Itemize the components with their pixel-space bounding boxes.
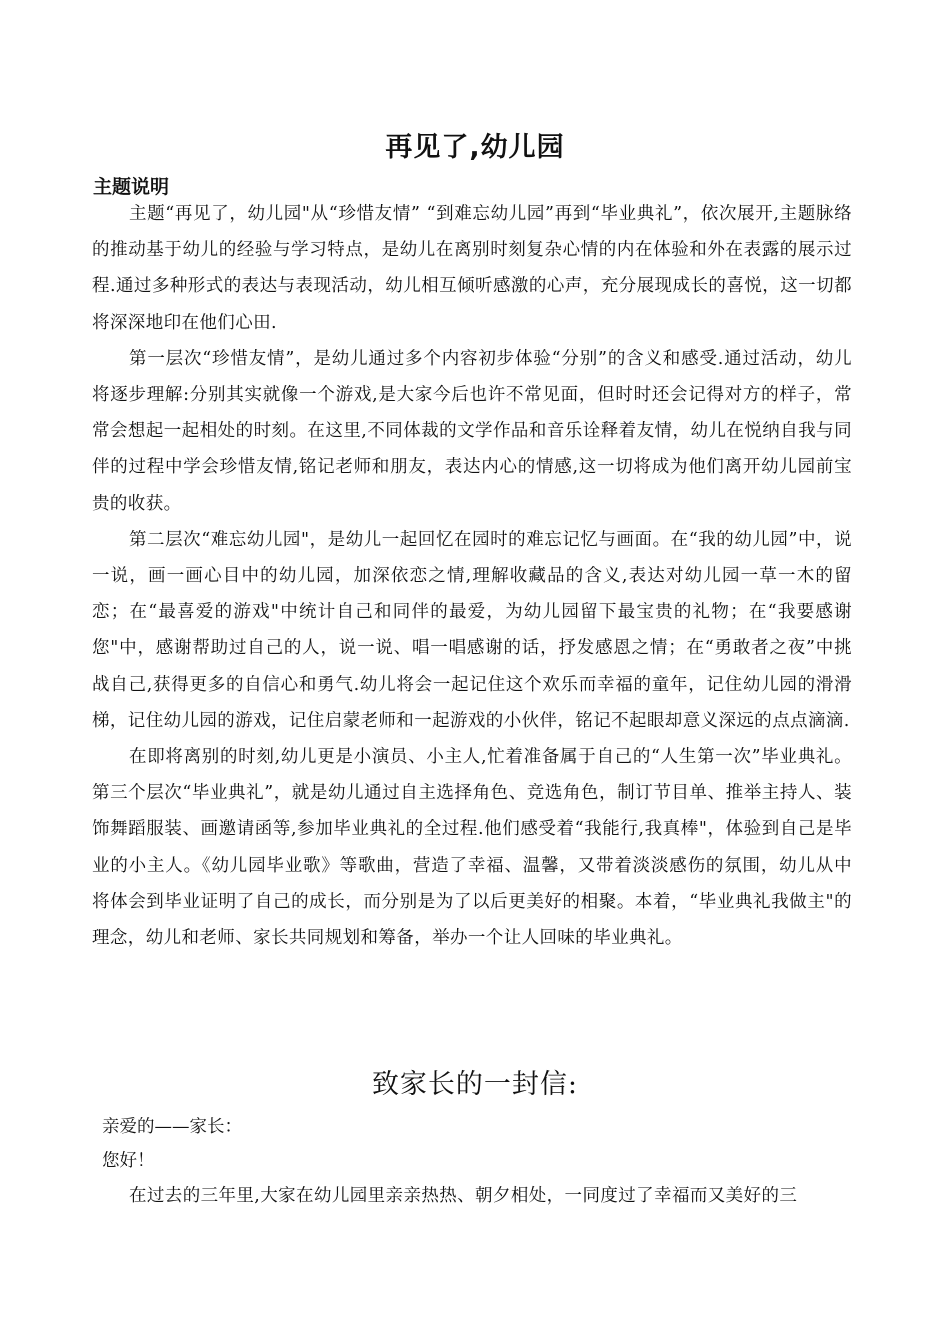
letter-salutation: 亲爱的——家长： bbox=[102, 1117, 242, 1137]
letter-title: 致家长的一封信: bbox=[371, 1069, 579, 1100]
theme-description-body bbox=[92, 196, 852, 956]
paragraph-intro: 主题“再见了，幼儿园"从“珍惜友情” “到难忘幼儿园”再到“毕业典礼”，依次展开,主题脉络的推动基于幼儿的经验与学习特点，是幼儿在离别时刻复杂心情的内在体验和外在表露的展示过程.通过多种形式的表达与表现活动，幼儿相互倾听感激的心声，充分展现成长的喜悦，这一切都将深深地印在他们心田. bbox=[92, 204, 852, 333]
letter-paragraph: 在过去的三年里,大家在幼儿园里亲亲热热、朝夕相处，一同度过了幸福而又美好的三 bbox=[129, 1186, 798, 1206]
letter-greeting: 您好！ bbox=[102, 1151, 155, 1171]
parent-letter bbox=[92, 1110, 852, 1214]
paragraph-level-three: 在即将离别的时刻,幼儿更是小演员、小主人,忙着准备属于自己的“人生第一次”毕业典礼。第三个层次“毕业典礼”，就是幼儿通过自主选择角色、竞选角色，制订节目单、推举主持人、装饰舞蹈服装、画邀请函等,参加毕业典礼的全过程.他们感受着“我能行,我真棒"，体验到自己是毕业的小主人。《幼儿园毕业歌》等歌曲，营造了幸福、温馨，又带着淡淡感伤的氛围，幼儿从中将体会到毕业证明了自己的成长，而分别是为了以后更美好的相聚。本着，“毕业典礼我做主"的理念，幼儿和老师、家长共同规划和筹备，举办一个让人回味的毕业典礼。 bbox=[92, 747, 852, 949]
paragraph-level-one: 第一层次“珍惜友情”，是幼儿通过多个内容初步体验“分别”的含义和感受.通过活动，幼儿将逐步理解:分别其实就像一个游戏,是大家今后也许不常见面，但时时还会记得对方的样子，常常会想起一起相处的时刻。在这里,不同体裁的文学作品和音乐诠释着友情，幼儿在悦纳自我与同伴的过程中学会珍惜友情,铭记老师和朋友，表达内心的情感,这一切将成为他们离开幼儿园前宝贵的收获。 bbox=[92, 348, 852, 514]
paragraph-level-two: 第二层次“难忘幼儿园"，是幼儿一起回忆在园时的难忘记忆与画面。在“我的幼儿园”中，说一说，画一画心目中的幼儿园，加深依恋之情,理解收藏品的含义,表达对幼儿园一草一木的留恋；在“最喜爱的游戏"中统计自己和同伴的最爱，为幼儿园留下最宝贵的礼物；在“我要感谢您"中，感谢帮助过自己的人，说一说、唱一唱感谢的话，抒发感恩之情；在“勇敢者之夜”中挑战自己,获得更多的自信心和勇气.幼儿将会一起记住这个欢乐而幸福的童年，记住幼儿园的滑滑梯，记住幼儿园的游戏，记住启蒙老师和一起游戏的小伙伴，铭记不起眼却意义深远的点点滴滴. bbox=[92, 529, 852, 731]
document-title: 再见了,幼儿园 bbox=[385, 132, 565, 163]
section-heading: 主题说明 bbox=[93, 176, 170, 198]
